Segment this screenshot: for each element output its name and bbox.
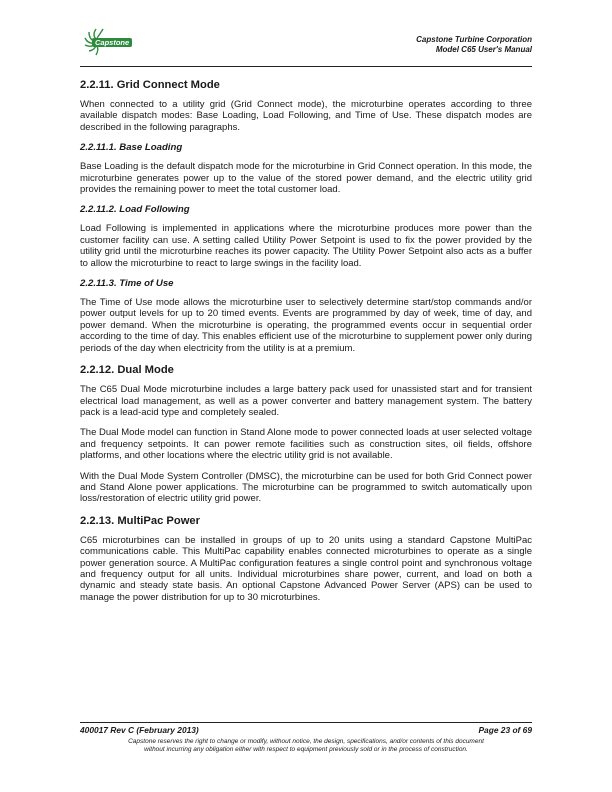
disclaimer xyxy=(80,738,532,754)
document-revision: 400017 Rev C (February 2013) xyxy=(80,725,199,735)
footer-divider xyxy=(80,722,532,723)
section-heading-dual-mode: 2.2.12. Dual Mode xyxy=(80,364,174,377)
page-footer xyxy=(80,725,532,754)
company-name: Capstone Turbine Corporation xyxy=(416,35,532,44)
disclaimer-line-1: Capstone reserves the right to change or modify, without notice, the design, specifications, and/or contents of this document xyxy=(128,738,484,745)
section-heading-multipac: 2.2.13. MultiPac Power xyxy=(80,514,201,527)
paragraph-dual-mode-2: The Dual Mode model can function in Stand Alone mode to power connected loads at user selected voltage and frequency setpoints. It can power remote facilities such as construction sites, oil fields, offshore platforms, and other locations where the electric utility grid is not available. xyxy=(80,427,532,462)
page-number: Page 23 of 69 xyxy=(478,725,532,735)
disclaimer-line-2: without incurring any obligation either with respect to equipment previously sold or in the process of construction. xyxy=(144,746,468,753)
paragraph-base-loading: Base Loading is the default dispatch mode for the microturbine in Grid Connect operation. In this mode, the microturbine generates power up to the value of the stored power demand, and the electric utility grid provides the remaining power to meet the total customer load. xyxy=(80,161,532,196)
header-divider xyxy=(80,66,532,67)
section-heading-grid-connect: 2.2.11. Grid Connect Mode xyxy=(80,79,220,91)
paragraph-load-following: Load Following is implemented in applications where the microturbine produces more power than the customer facility can use. A setting called Utility Power Setpoint is used to fix the power provided by the utility grid until the microturbine reaches its power capacity. The Utility Power Setpoint also acts as a buffer to allow the microturbine to react to large swings in the facility load. xyxy=(80,223,532,269)
subsection-heading-base-loading: 2.2.11.1. Base Loading xyxy=(80,142,183,154)
subsection-heading-load-following: 2.2.11.2. Load Following xyxy=(80,204,190,216)
paragraph-dual-mode-3: With the Dual Mode System Controller (DMSC), the microturbine can be used for both Grid Connect power and Stand Alone power applications. The microturbine can be programmed to switch automatically upon loss/restoration of electric utility grid power. xyxy=(80,470,532,505)
paragraph-grid-connect-intro: When connected to a utility grid (Grid Connect mode), the microturbine operates according to three available dispatch modes: Base Loading, Load Following, and Time of Use. These dispatch modes are described in the following paragraphs. xyxy=(80,99,532,133)
subsection-heading-time-of-use: 2.2.11.3. Time of Use xyxy=(80,278,174,290)
paragraph-time-of-use: The Time of Use mode allows the microturbine user to selectively determine start/stop commands and/or power output levels for up to 20 timed events. Events are programmed by day of week, time of day, and power demand. When the microturbine is operating, the programmed events occur in sequential order according to the time of day. This enables efficient use of the microturbine to supplement power only during periods of the day when electricity from the utility is at a premium. xyxy=(80,297,532,354)
paragraph-dual-mode-1: The C65 Dual Mode microturbine includes a large battery pack used for unassisted start and for transient electrical load management, as well as a power converter and battery management system. The battery pack is a lead-acid type and completely sealed. xyxy=(80,384,532,418)
page-header xyxy=(80,26,532,66)
capstone-logo xyxy=(80,26,160,58)
paragraph-multipac: C65 microturbines can be installed in groups of up to 20 units using a standard Capstone MultiPac communications cable. This MultiPac capability enables connected microturbines to operate as a single power generation source. A MultiPac configuration features a single control point and synchronous voltage and frequency output for all units. Individual microturbines share power, current, and load on both a dynamic and steady state basis. An optional Capstone Advanced Power Server (APS) can be used to manage the power distribution for up to 30 microturbines. xyxy=(80,534,532,603)
page-content xyxy=(80,78,532,612)
logo-wordmark: Capstone xyxy=(92,38,132,47)
document-title-block xyxy=(416,35,532,55)
manual-name: Model C65 User's Manual xyxy=(435,45,532,54)
